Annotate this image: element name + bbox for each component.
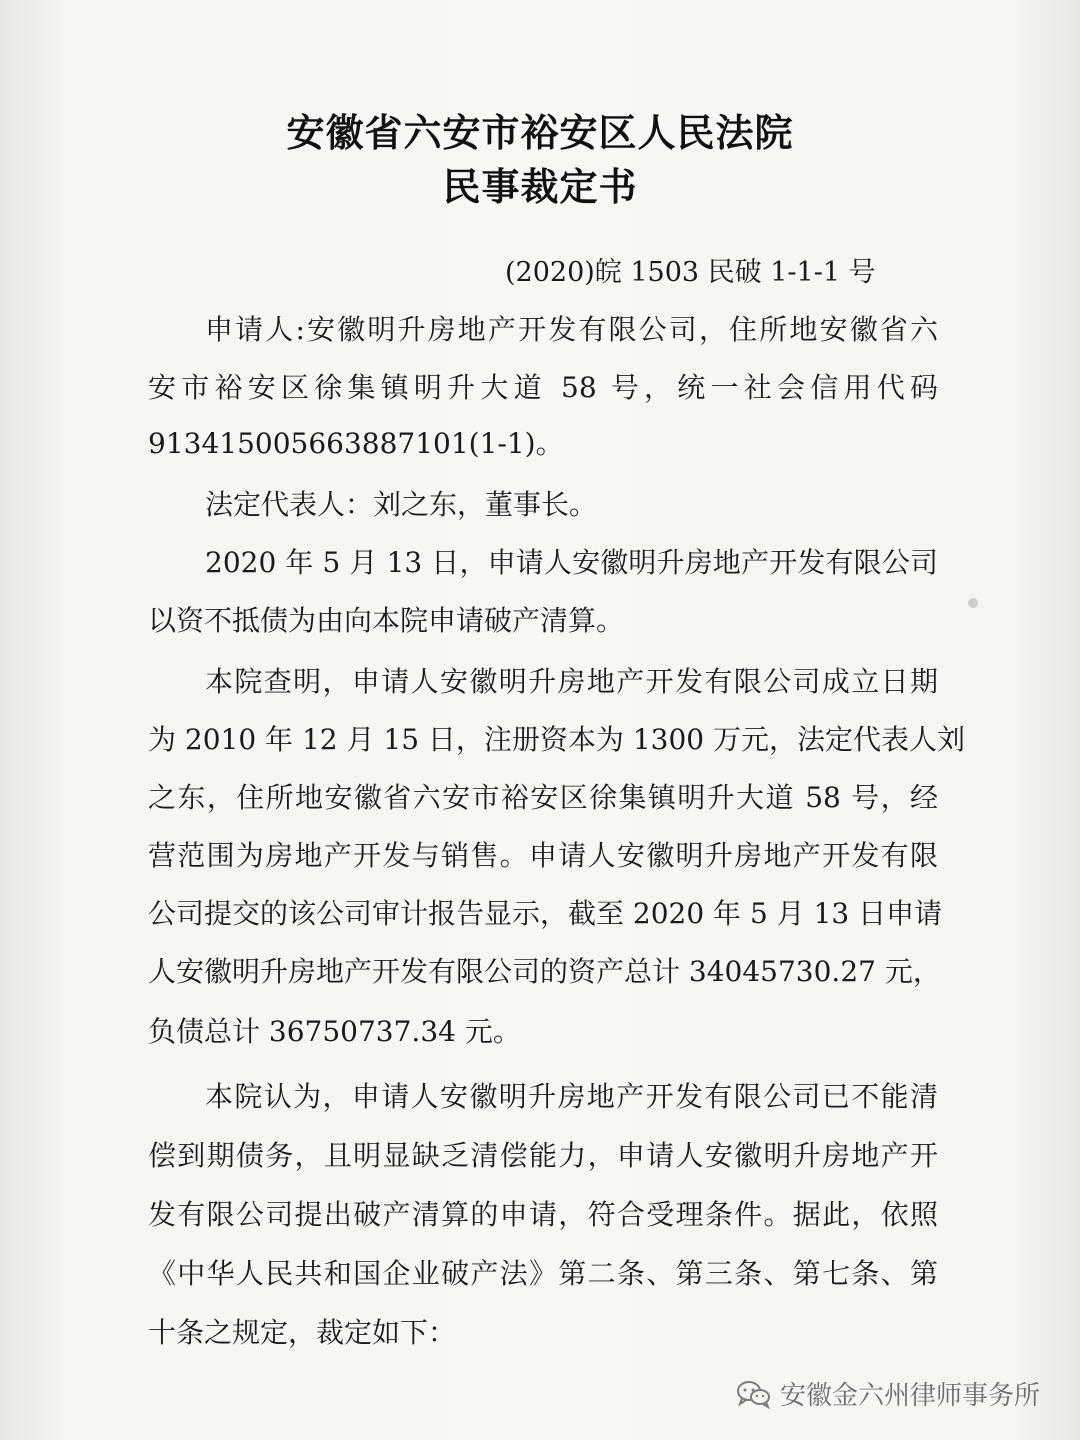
- watermark: [736, 1375, 1040, 1412]
- findings-line-7: 负债总计 36750737.34 元。: [148, 1015, 521, 1048]
- legal-representative: 法定代表人：刘之东，董事长。: [205, 488, 598, 521]
- applicant-line-1: 申请人:安徽明升房地产开发有限公司，住所地安徽省六: [205, 313, 938, 346]
- findings-line-3: 之东，住所地安徽省六安市裕安区徐集镇明升大道 58 号，经: [148, 781, 938, 814]
- application-line-2: 以资不抵债为由向本院申请破产清算。: [148, 604, 625, 637]
- findings-line-2: 为 2010 年 12 月 15 日，注册资本为 1300 万元，法定代表人刘: [148, 723, 965, 756]
- applicant-line-3: 913415005663887101(1-1)。: [148, 427, 564, 460]
- opinion-line-5: 十条之规定，裁定如下：: [148, 1316, 457, 1349]
- findings-line-4: 营范围为房地产开发与销售。申请人安徽明升房地产开发有限: [148, 839, 938, 872]
- wechat-icon: [736, 1379, 772, 1409]
- opinion-line-1: 本院认为，申请人安徽明升房地产开发有限公司已不能清: [205, 1080, 938, 1113]
- applicant-line-2: 安市裕安区徐集镇明升大道 58 号，统一社会信用代码: [148, 371, 938, 404]
- findings-line-6: 人安徽明升房地产开发有限公司的资产总计 34045730.27 元，: [148, 955, 941, 988]
- paper-speck: [968, 598, 978, 608]
- application-line-1: 2020 年 5 月 13 日，申请人安徽明升房地产开发有限公司: [205, 546, 938, 579]
- document-type-title: 民事裁定书: [442, 165, 638, 209]
- opinion-line-2: 偿到期债务，且明显缺乏清偿能力，申请人安徽明升房地产开: [148, 1139, 938, 1172]
- court-name-title: 安徽省六安市裕安区人民法院: [286, 111, 794, 155]
- case-number: (2020)皖 1503 民破 1-1-1 号: [505, 257, 876, 288]
- opinion-line-4: 《中华人民共和国企业破产法》第二条、第三条、第七条、第: [148, 1257, 938, 1290]
- findings-line-5: 公司提交的该公司审计报告显示，截至 2020 年 5 月 13 日申请: [148, 897, 943, 930]
- findings-line-1: 本院查明，申请人安徽明升房地产开发有限公司成立日期: [205, 665, 938, 698]
- watermark-text: 安徽金六州律师事务所: [779, 1381, 1040, 1411]
- opinion-line-3: 发有限公司提出破产清算的申请，符合受理条件。据此，依照: [148, 1198, 938, 1231]
